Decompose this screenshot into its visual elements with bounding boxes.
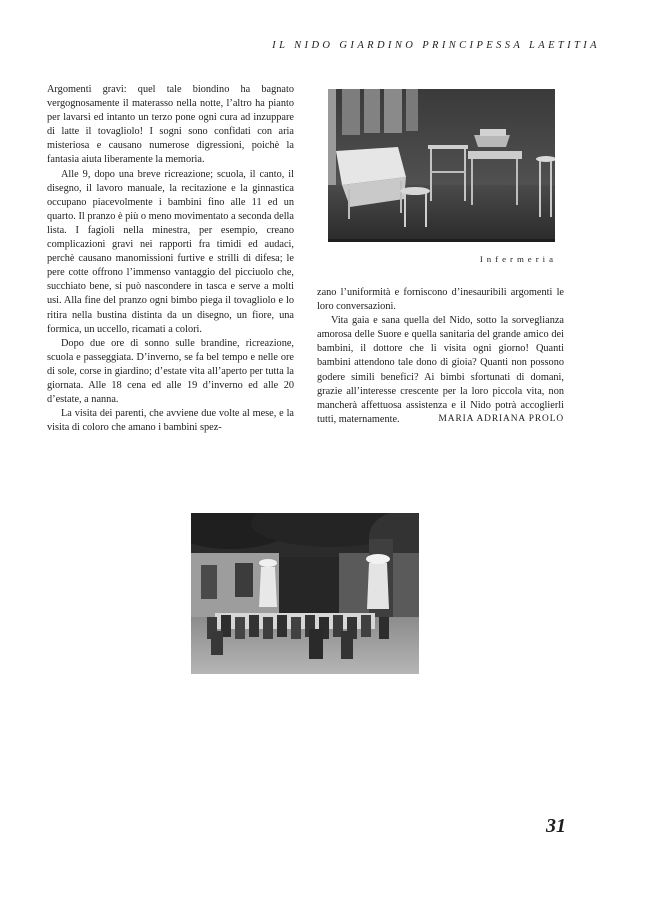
paragraph: Alle 9, dopo una breve ricreazione; scuola, il canto, il disegno, il lavoro manuale, la recitazione e la ginnastica occupano piacevolmente i bambini fino alle 11 ed un quarto. Il pranzo è più o meno movimentato a seconda della lista. I fagioli nella minestra, per esempio, creano complicazioni gravi nei rapporti fra timidi ed audaci, perchè causano manomissioni furtive e strilli di difesa; le pere cotte offrono l’immenso vantaggio del picciuolo che, succhiato bene, si può nascondere in tasca e serve a molti usi. Alla fine del pranzo ogni bimbo piega il tovagliolo e lo ritira nella bustina distinta da un disegno, un fiore, una formica, un uccello, ricamati a colori.: [47, 168, 294, 335]
photo-caption-infermeria: Infermeria: [479, 254, 557, 264]
infermeria-photo: [328, 89, 555, 242]
garden-children-photo: [191, 513, 419, 674]
paragraph: La visita dei parenti, che avviene due volte al mese, e la visita di coloro che amano i bambini spez-: [47, 408, 294, 434]
paragraph: Dopo due ore di sonno sulle brandine, ricreazione, scuola e passeggiata. D’inverno, se fa bel tempo e nelle ore di sole, corse in giardino; d’estate vita all’aperto per tutta la giornata. Alle 18 cena ed alle 19 d’inverno ed alle 20 d’estate, a nanna.: [47, 337, 294, 406]
article-column-right: [317, 286, 564, 427]
author-signature: MARIA ADRIANA PROLO: [438, 414, 564, 424]
paragraph: Argomenti gravi: quel tale biondino ha bagnato vergognosamente il materasso nella notte, l’altro ha pianto per lavarsi ed intanto un terzo pone ogni cura ad inzuppare di latte il tovagliolo! I sogni sono confidati con aria misteriosa e causano numerose digressioni, poichè la fantasia aiuta liberamente la memoria.: [47, 84, 294, 166]
page-number: 31: [546, 815, 566, 837]
paragraph: zano l’uniformità e forniscono d’inesauribili argomenti le loro conversazioni.: [317, 287, 564, 313]
article-column-left: [47, 83, 294, 435]
running-head: IL NIDO GIARDINO PRINCIPESSA LAETITIA: [272, 40, 600, 51]
paragraph: Vita gaia e sana quella del Nido, sotto la sorveglianza amorosa delle Suore e quella sanitaria del grande amico dei bambini, il dottore che li visita ogni giorno! Quanti bambini attendono tale dono di gioia? Quanti non possono godere simili benefici? Ai bimbi sfortunati di domani, grazie all’interesse crescente per la loro piccola vita, non mancherà affettuosa assistenza e il Nido potrà accoglierli tutti, maternamente.: [317, 315, 564, 425]
